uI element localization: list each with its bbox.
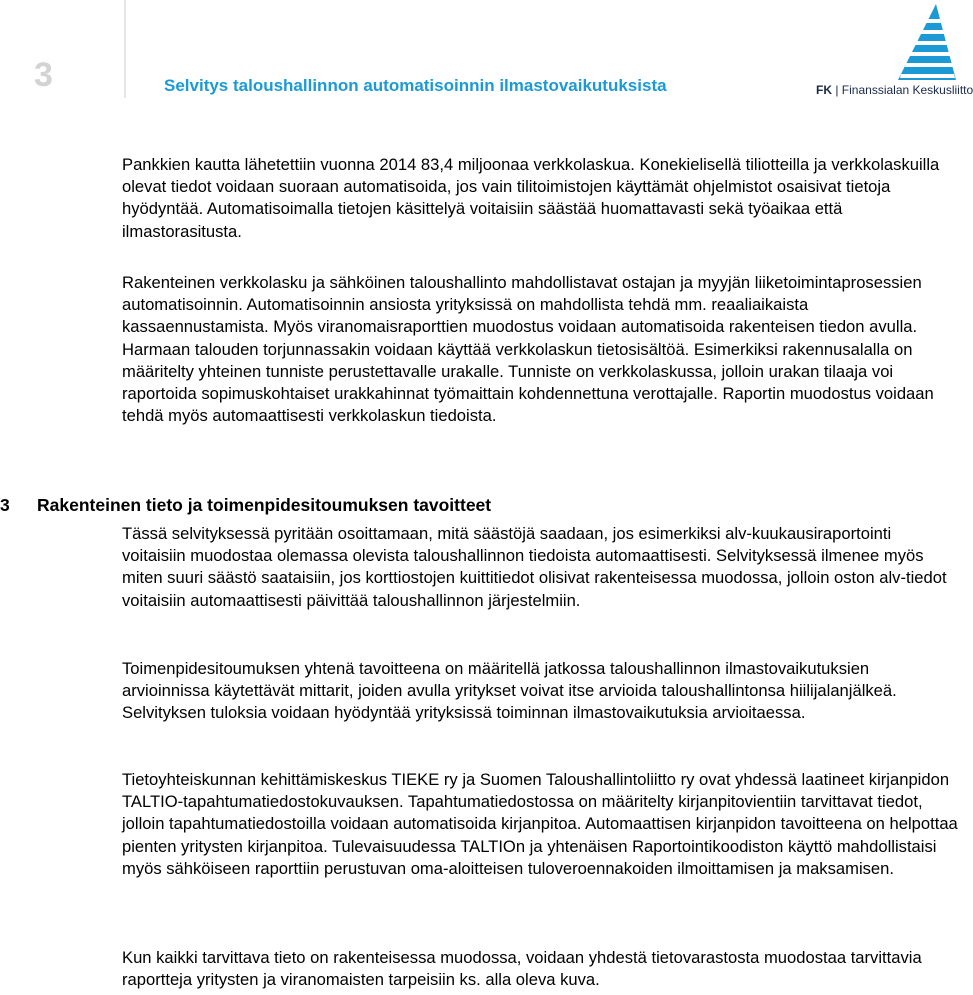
section-title: Rakenteinen tieto ja toimenpidesitoumuksen tavoitteet bbox=[37, 495, 492, 515]
paragraph-rakenteinen-verkkolasku: Rakenteinen verkkolasku ja sähköinen taloushallinto mahdollistavat ostajan ja myyjän liiketoimintaprosessien automatisoinnin. Automatisoinnin ansiosta yrityksissä on mahdollista tehdä mm. reaaliaikaista kassaennustamista. Myös viranomaisraporttien muodostus voidaan automatisoida rakenteisen tiedon avulla. Harmaan talouden torjunnassakin voidaan käyttää verkkolaskun tietosisältöä. Esimerkiksi rakennusalalla on määritelty yhteinen tunniste perustettavalle urakalle. Tunniste on verkkolaskussa, jolloin urakan tilaaja voi raportoida sopimuskohtaiset urakkahinnat työmaittain kohdennettuna verottajalle. Raportin muodostus voidaan tehdä myös automaattisesti verkkolaskun tiedoista. bbox=[122, 273, 934, 426]
logo-organization-name: Finanssialan Keskusliitto bbox=[841, 83, 973, 97]
document-title: Selvitys taloushallinnon automatisoinnin ilmastovaikutuksista bbox=[164, 76, 667, 95]
fk-logo bbox=[808, 0, 973, 100]
page-number: 3 bbox=[34, 56, 53, 94]
logo-text: FK | Finanssialan Keskusliitto bbox=[816, 83, 973, 97]
fk-logo-icon bbox=[896, 2, 958, 82]
section-heading bbox=[0, 493, 491, 517]
logo-fk: FK bbox=[816, 83, 832, 97]
section-number: 3 bbox=[0, 495, 10, 515]
paragraph-selvityksen-tavoite: Tässä selvityksessä pyritään osoittamaan, mitä säästöjä saadaan, jos esimerkiksi alv-kuukausiraportointi voitaisiin muodostaa olemassa olevista taloushallinnon tiedoista automaattisesti. Selvityksessä ilmenee myös miten suuri säästö saataisiin, jos korttiostojen kuittitiedot olisivat rakenteisessa muodossa, jolloin oston alv-tiedot voitaisiin automaattisesti päivittää taloushallinnon järjestelmiin. bbox=[122, 524, 947, 610]
page-header bbox=[0, 0, 973, 120]
paragraph-taltio: Tietoyhteiskunnan kehittämiskeskus TIEKE ry ja Suomen Taloushallintoliitto ry ovat yhdessä laatineet kirjanpidon TALTIO-tapahtumatiedostokuvauksen. Tapahtumatiedostossa on määritelty kirjanpitovientiin tarvittavat tiedot, jolloin tapahtumatiedostoilla voidaan automatisoida kirjanpitoa. Automaattisen kirjanpidon tavoitteena on helpottaa pienten yritysten kirjanpitoa. Tulevaisuudessa TALTIOn ja yhtenäisen Raportointikoodiston käyttö mahdollistaisi myös sähköiseen raporttiin perustuvan oma-aloitteisen tuloveroennakoiden ilmoittamisen ja maksamisen. bbox=[122, 770, 958, 878]
paragraph-tietovarasto: Kun kaikki tarvittava tieto on rakenteisessa muodossa, voidaan yhdestä tietovarastosta muodostaa tarvittavia raportteja yritysten ja viranomaisten tarpeisiin ks. alla oleva kuva. bbox=[122, 948, 922, 990]
paragraph-verkkolaskut: Pankkien kautta lähetettiin vuonna 2014 83,4 miljoonaa verkkolaskua. Konekielisellä tiliotteilla ja verkkolaskuilla olevat tiedot voidaan suoraan automatisoida, jos vain tilitoimistojen käyttämät ohjelmistot osaisivat tietoja hyödyntää. Automatisoimalla tietojen käsittelyä voitaisiin säästää huomattavasti sekä työaikaa että ilmastorasitusta. bbox=[122, 155, 940, 241]
paragraph-toimenpidesitoumus: Toimenpidesitoumuksen yhtenä tavoitteena on määritellä jatkossa taloushallinnon ilmastovaikutuksien arvioinnissa käytettävät mittarit, joiden avulla yritykset voivat itse arvioida taloushallintonsa hiilijalanjälkeä. Selvityksen tuloksia voidaan hyödyntää yrityksissä toiminnan ilmastovaikutuksia arvioitaessa. bbox=[122, 659, 897, 723]
header-divider bbox=[124, 0, 126, 98]
